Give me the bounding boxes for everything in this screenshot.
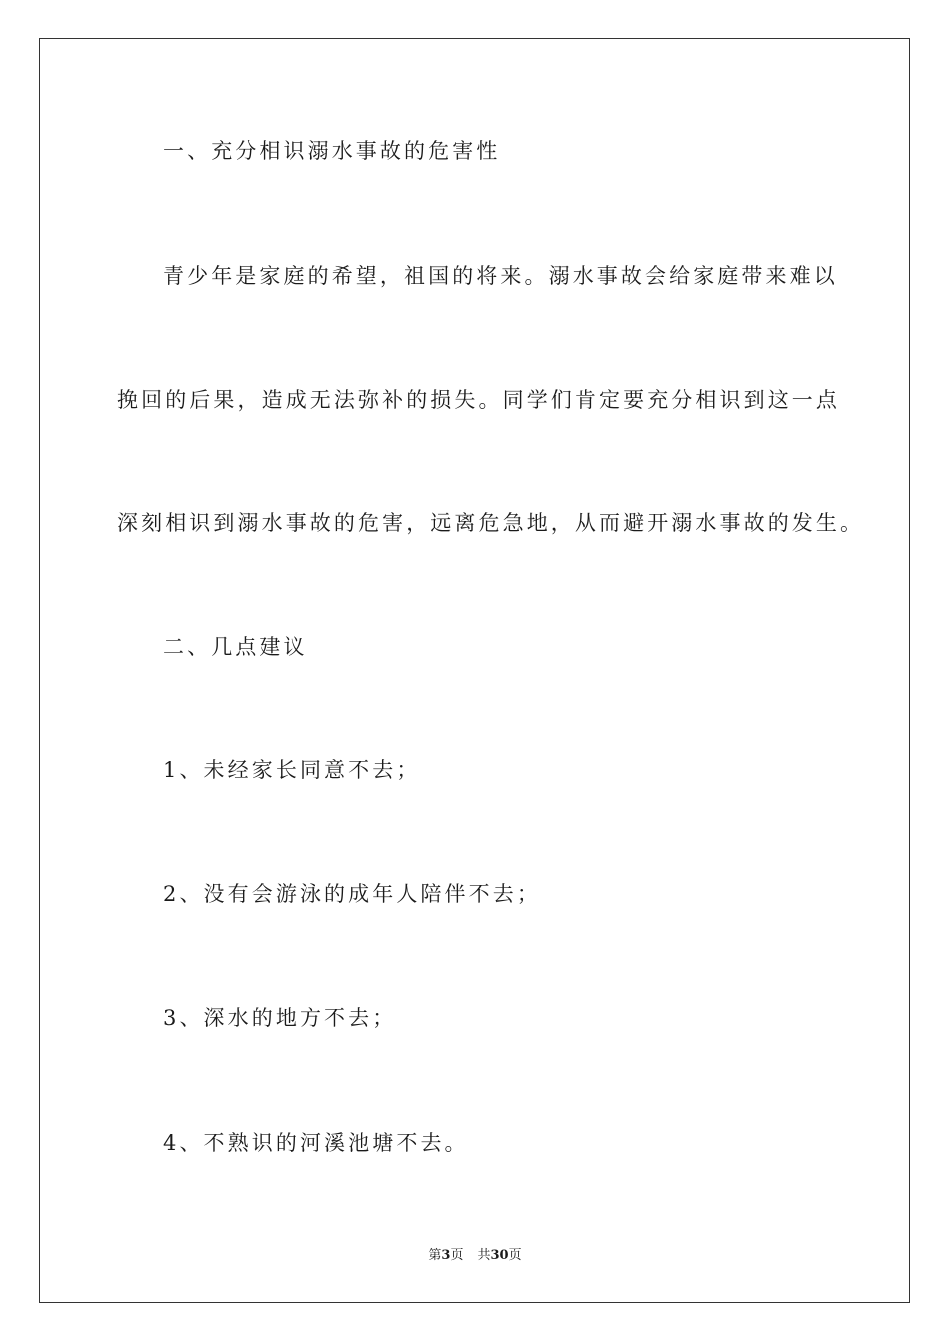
list-item: 2、没有会游泳的成年人陪伴不去； [163, 882, 541, 906]
paragraph-line: 深刻相识到溺水事故的危害，远离危急地，从而避开溺水事故的发生。 [117, 511, 865, 535]
total-suffix: 页 [508, 1248, 522, 1263]
total-pages: 30 [490, 1248, 509, 1263]
list-item: 1、未经家长同意不去； [163, 758, 421, 782]
total-prefix: 共 [477, 1248, 491, 1263]
page-number: 3 [441, 1248, 451, 1263]
section-heading-1: 一、充分相识溺水事故的危害性 [163, 139, 501, 163]
list-item: 4、不熟识的河溪池塘不去。 [163, 1131, 469, 1155]
paragraph-line: 挽回的后果，造成无法弥补的损失。同学们肯定要充分相识到这一点 [117, 388, 840, 412]
page-suffix: 页 [450, 1248, 464, 1263]
list-item: 3、深水的地方不去； [163, 1006, 397, 1030]
page-border [39, 38, 910, 1303]
page-prefix: 第 [428, 1248, 442, 1263]
paragraph-line: 青少年是家庭的希望，祖国的将来。溺水事故会给家庭带来难以 [163, 264, 838, 288]
page-footer [0, 1248, 950, 1264]
section-heading-2: 二、几点建议 [163, 635, 308, 659]
